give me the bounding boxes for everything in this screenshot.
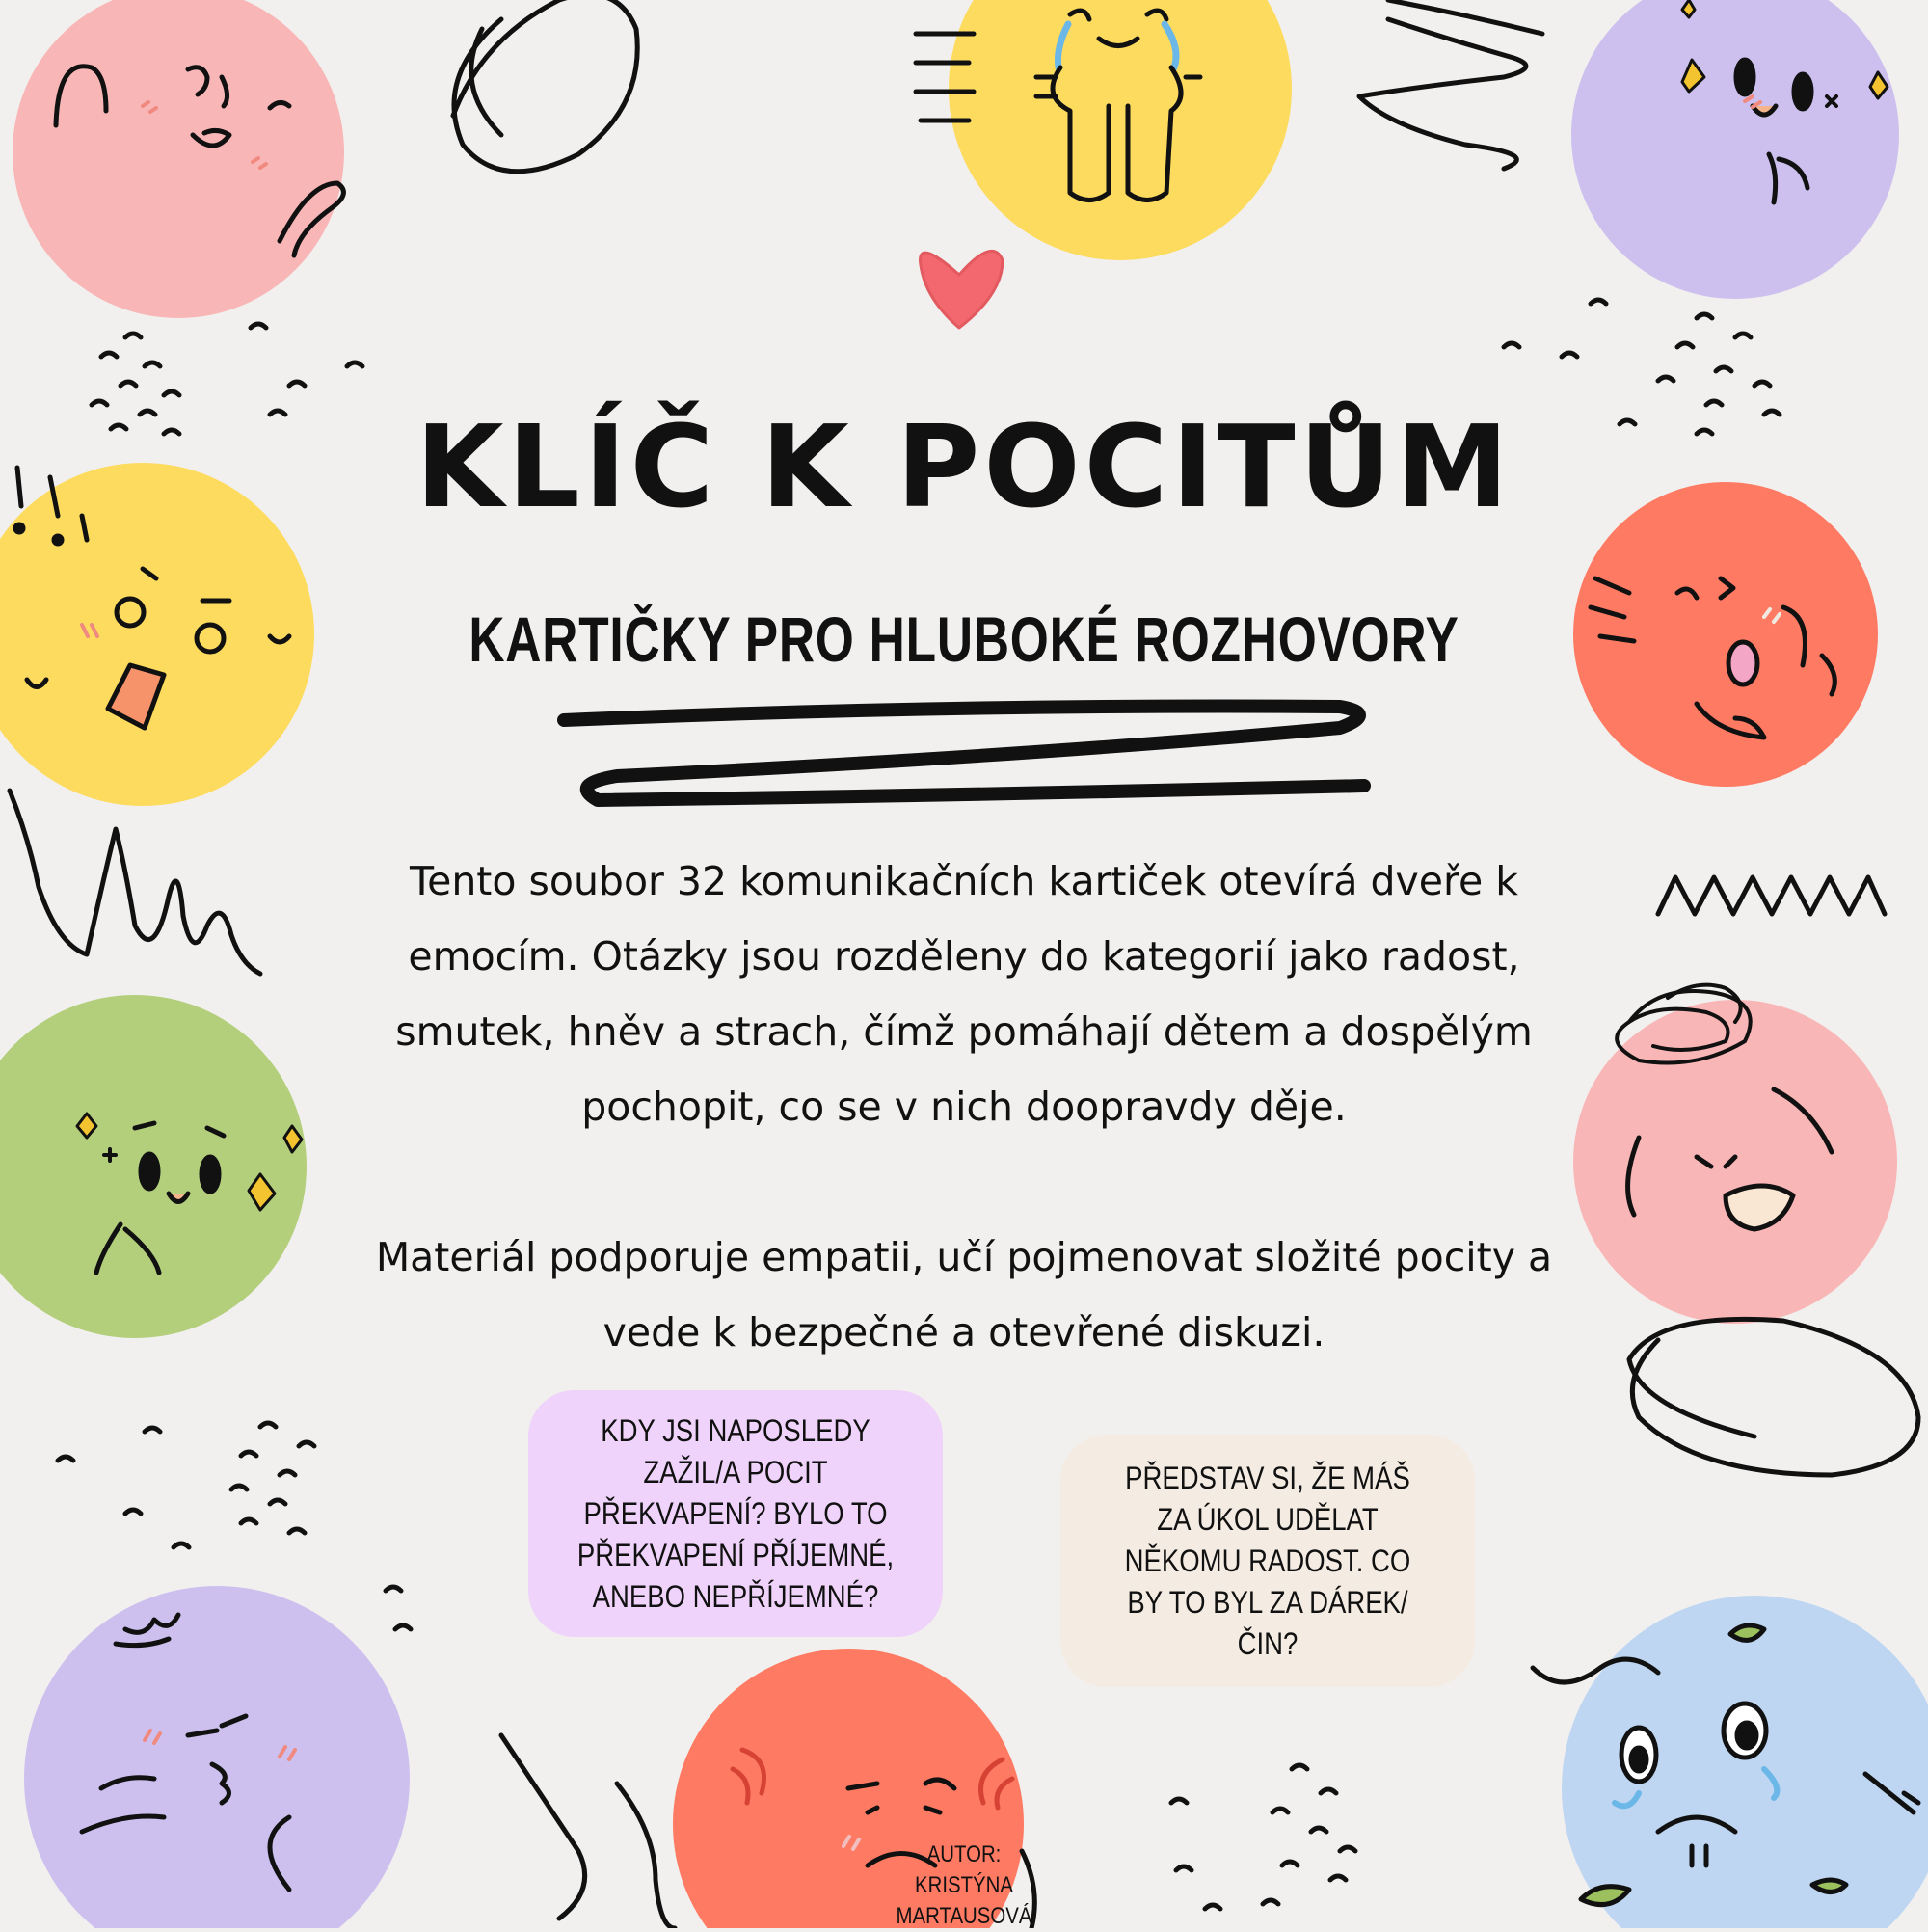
scribble-icon	[501, 1735, 675, 1928]
zigzag-icon	[1658, 877, 1885, 914]
underline-scribble-icon	[540, 689, 1388, 824]
worried-face-icon	[1573, 985, 1897, 1324]
author-name: KRISTÝNA MARTAUSOVÁ	[896, 1872, 1032, 1929]
sad-face-icon	[1533, 1596, 1928, 1928]
author-credit	[866, 1839, 1062, 1932]
page-title: KLÍČ K POCITŮM	[415, 400, 1513, 533]
question-card-text: KDY JSI NAPOSLEDY ZAŽIL/A POCIT PŘEKVAPENÍ? BYLO TO PŘEKVAPENÍ PŘÍJEMNÉ, ANEBO NEPŘÍJEMNÉ?	[576, 1412, 895, 1614]
sparkle-face-icon	[0, 995, 307, 1338]
sparkle-face-icon	[1571, 0, 1899, 299]
question-card-text: PŘEDSTAV SI, ŽE MÁŠ ZA ÚKOL UDĚLAT NĚKOMU RADOST. CO BY TO BYL ZA DÁREK/ČIN?	[1124, 1460, 1411, 1661]
happy-face-icon	[13, 0, 344, 318]
heart-icon	[921, 251, 1004, 328]
page-subtitle: KARTIČKY PRO HLUBOKÉ ROZHOVORY	[469, 604, 1459, 675]
crying-face-icon	[949, 0, 1292, 260]
scribble-icon	[10, 791, 260, 974]
scribble-icon	[1629, 1319, 1918, 1475]
scribble-icon	[453, 0, 637, 172]
description-paragraph: Tento soubor 32 komunikačních kartiček otevírá dveře k emocím. Otázky jsou rozděleny do kategorií jako radost, smutek, hněv a strach, čímž pomáhají dětem a dospělým pochopit, co se v nich doopravdy děje.	[395, 858, 1533, 1130]
tired-face-icon	[24, 1586, 410, 1928]
description-paragraph: Materiál podporuje empatii, učí pojmenovat složité pocity a vede k bezpečné a otevřené diskuzi.	[375, 1234, 1553, 1355]
scribble-icon	[1359, 0, 1542, 169]
question-card	[528, 1390, 943, 1637]
question-card	[1060, 1435, 1475, 1687]
description	[357, 844, 1571, 1370]
author-label: AUTOR:	[926, 1841, 1002, 1867]
